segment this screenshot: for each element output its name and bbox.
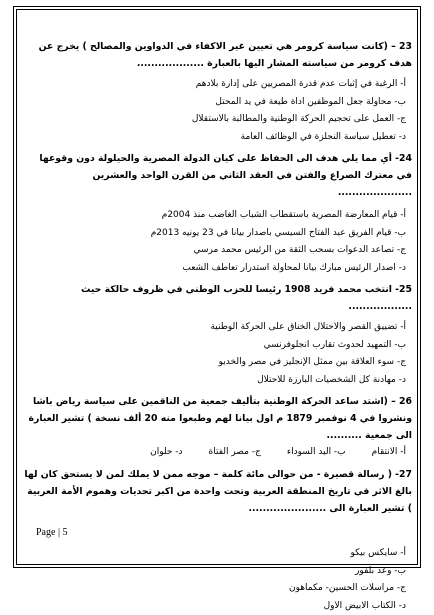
q27-spacer	[22, 517, 412, 545]
page-number: Page | 5	[36, 527, 67, 538]
q26-option-d[interactable]: د- حلوان	[150, 444, 182, 460]
question-26: 26 – (اشتد ساعد الحركة الوطنية بتأليف جمعية من الناقمين على سياسة رياض باشا ونشروا في 4 نوفمبر 1879 م اول بيانا لهم وطبعوا منه 20 ألف نسخة ) تشير العبارة الى جمعية ..........	[22, 393, 412, 444]
q24-option-d[interactable]: د- اصدار الرئيس مبارك بيانا لمحاولة استدرار تعاطف الشعب	[22, 260, 412, 278]
q23-option-d[interactable]: د- تعطيل سياسة النجلزة في الوظائف العامة	[22, 129, 412, 147]
question-25: 25- انتخب محمد فريد 1908 رئيسا للحزب الوطني في ظروف حالكة حيث ..................	[22, 281, 412, 315]
q25-option-a[interactable]: أ- تضييق القصر والاحتلال الخناق على الحركة الوطنية	[22, 319, 412, 337]
q27-option-d[interactable]: د- الكتاب الابيض الاول	[22, 598, 412, 615]
question-27: 27- ( رسالة قصيرة - من حوالى مائة كلمة – موجه ممن لا يملك لمن لا يستحق كان لها بالغ الاثر في تاريخ المنطقة العربية وتحت واحدة من اكبر تحديات وهموم الأمة العربية ) تشير العبارة الى ......................	[22, 466, 412, 517]
q24-option-c[interactable]: ج- تصاعد الدعوات بسحب الثقة من الرئيس محمد مرسي	[22, 242, 412, 260]
q25-option-c[interactable]: ج- سوء العلاقة بين ممثل الإنجليز في مصر والخديو	[22, 354, 412, 372]
q23-option-b[interactable]: ب- محاولة جعل الموظفين اداة طيعة في يد المحتل	[22, 94, 412, 112]
q24-option-b[interactable]: ب- قيام الفريق عبد الفتاح السيسي باصدار بيانا في 23 يونيه 2013م	[22, 225, 412, 243]
q26-option-a[interactable]: أ- الانتقام	[372, 444, 406, 460]
question-23: 23 – (كانت سياسة كرومر هي تعيين غير الاكفاء في الدواوين والمصالح ) يخرج عن هدف كرومر من سياسته المشار اليها بالعبارة ...................	[22, 38, 412, 72]
q23-option-a[interactable]: أ- الرغبة في إثبات عدم قدرة المصريين على إدارة بلادهم	[22, 76, 412, 94]
q27-option-a[interactable]: أ- سايكس بيكو	[22, 545, 412, 563]
q24-option-a[interactable]: أ- قيام المعارضة المصرية باستقطاب الشباب الغاضب منذ 2004م	[22, 207, 412, 225]
q25-option-d[interactable]: د- مهادنة كل الشخصيات البارزة للاحتلال	[22, 372, 412, 390]
q26-option-c[interactable]: ج- مصر الفتاة	[209, 444, 261, 460]
q27-option-c[interactable]: ج- مراسلات الحسين- مكماهون	[22, 580, 412, 598]
q25-option-b[interactable]: ب- التمهيد لحدوث تقارب انجلوفرنسي	[22, 337, 412, 355]
q27-option-b[interactable]: ب- وعد بلفور	[22, 563, 412, 581]
question-24: 24- أي مما يلي هدف الى الحفاظ على كيان الدولة المصرية والحيلولة دون وقوعها في معترك الصراع والفتن في العقد الثاني من القرن الواحد والعشرين .....................	[22, 150, 412, 201]
q23-option-c[interactable]: ج- العمل على تحجيم الحركة الوطنية والمطالبة بالاستقلال	[22, 111, 412, 129]
q26-option-b[interactable]: ب- اليد السوداء	[287, 444, 346, 460]
q26-options	[22, 444, 412, 460]
questions-content	[22, 38, 412, 615]
